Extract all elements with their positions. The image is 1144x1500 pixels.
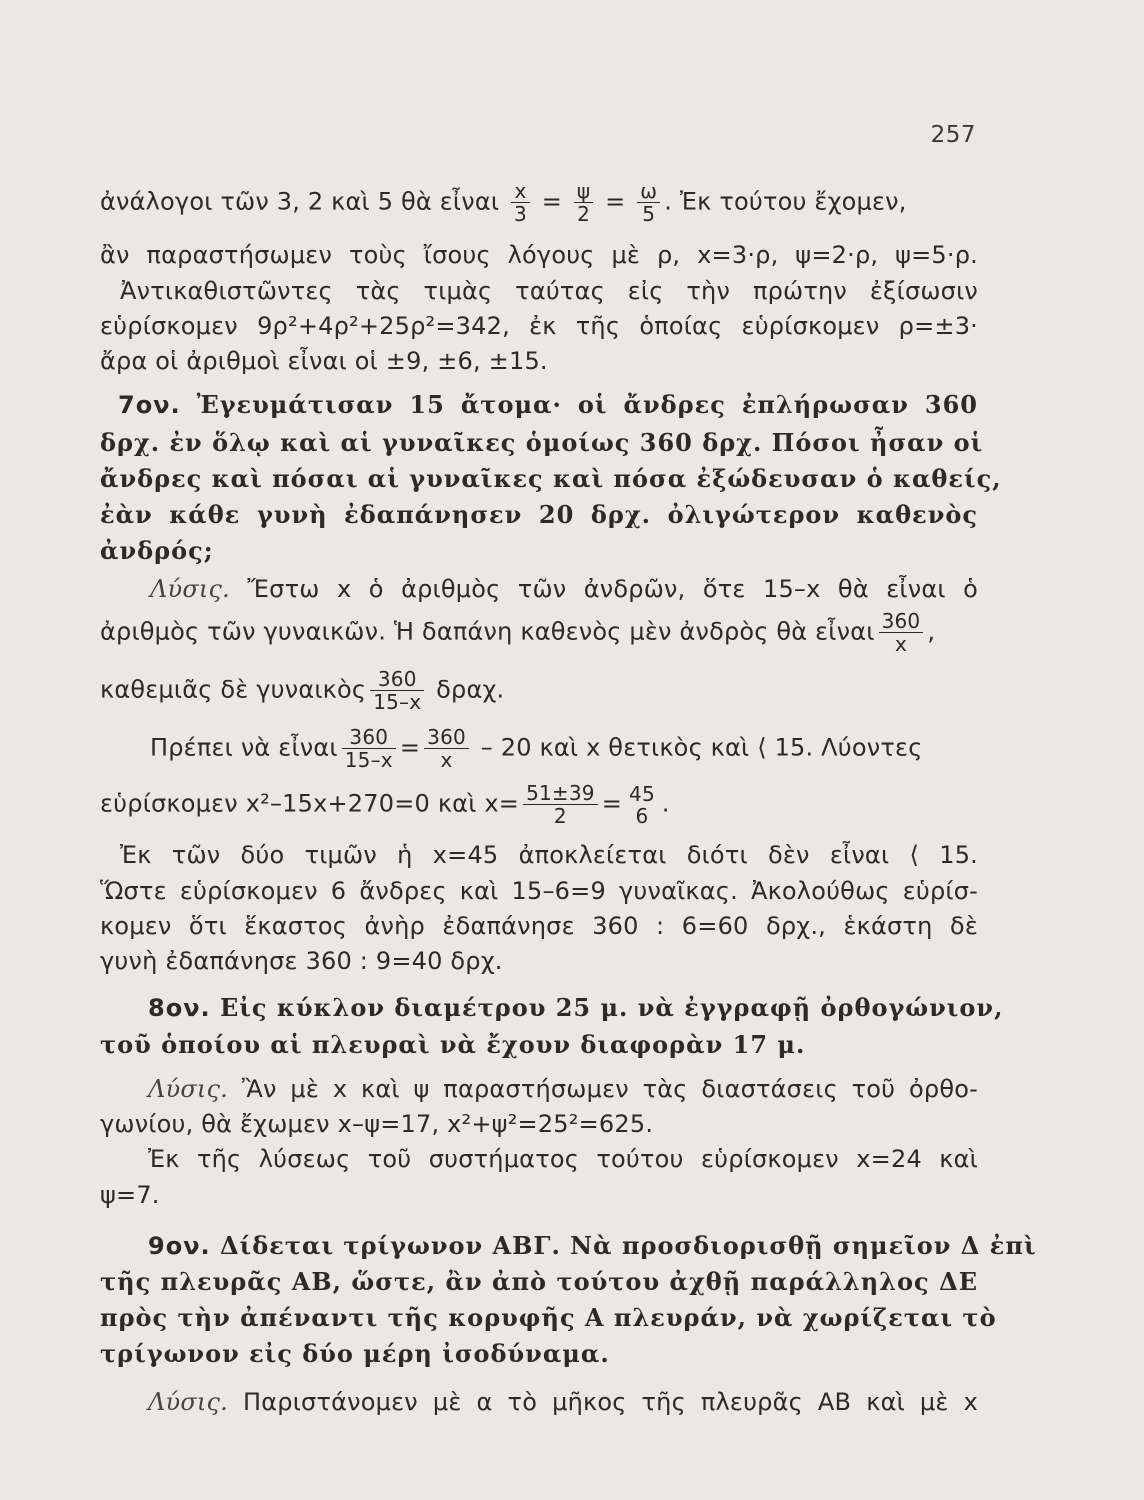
text-line: Ἀντικαθιστῶντες τὰς τιμὰς ταύτας εἰς τὴν πρώτην ἐξίσωσιν — [120, 277, 978, 305]
solution-line: Ἐκ τῆς λύσεως τοῦ συστήματος τούτου εὑρίσκομεν x=24 καὶ — [148, 1145, 978, 1173]
solution-line: γυνὴ ἐδαπάνησε 360 : 9=40 δρχ. — [100, 947, 503, 975]
fraction: $\frac{360}{x}$ — [879, 610, 924, 655]
solution-line: κομεν ὅτι ἕκαστος ἀνὴρ ἐδαπάνησε 360 : 6=60 δρχ., ἑκάστη δὲ — [100, 912, 978, 940]
problem-8-line: τοῦ ὁποίου αἱ πλευραὶ νὰ ἔχουν διαφορὰν 17 μ. — [100, 1030, 806, 1059]
problem-8-heading: 8ον. Εἰς κύκλον διαμέτρου 25 μ. νὰ ἐγγραφῇ ὀρθογώνιον, — [148, 993, 1004, 1022]
fraction: $\frac{x}{3}$ — [511, 180, 530, 225]
fraction: $\frac{360}{x}$ — [424, 726, 469, 771]
solution-line: καθεμιᾶς δὲ γυναικὸς $\frac{360}{15-x}$ δραχ. — [100, 667, 505, 714]
fraction: $\frac{360}{15-x}$ — [370, 668, 424, 713]
fraction: $\frac{51\pm 39}{2}$ — [523, 782, 598, 827]
problem-7-heading: 7ον. Ἐγευμάτισαν 15 ἄτομα· οἱ ἄνδρες ἐπλήρωσαν 360 — [118, 390, 979, 419]
solution-line: ψ=7. — [100, 1181, 160, 1209]
problem-7-line: ἄνδρες καὶ πόσαι αἱ γυναῖκες καὶ πόσα ἐξώδευσαν ὁ καθείς, — [100, 464, 1002, 493]
page-number: 257 — [930, 122, 976, 148]
solution-line: γωνίου, θὰ ἔχωμεν x–ψ=17, x²+ψ²=25²=625. — [100, 1110, 654, 1138]
solution-label: Λύσις. — [150, 575, 230, 603]
fraction: $\frac{\omega}{5}$ — [637, 180, 660, 225]
problem-9-heading: 9ον. Δίδεται τρίγωνον ΑΒΓ. Νὰ προσδιορισθῇ σημεῖον Δ ἐπὶ — [148, 1231, 1037, 1260]
text-line: ἄρα οἱ ἀριθμοὶ εἶναι οἱ ±9, ±6, ±15. — [100, 347, 548, 375]
problem-9-line: τρίγωνον εἰς δύο μέρη ἰσοδύναμα. — [100, 1339, 610, 1368]
solution-line: Λύσις. Ἔστω x ὁ ἀριθμὸς τῶν ἀνδρῶν, ὅτε 15–x θὰ εἶναι ὁ — [150, 575, 978, 603]
solution-line: Λύσις. Παριστάνομεν μὲ α τὸ μῆκος τῆς πλευρᾶς ΑΒ καὶ μὲ x — [148, 1388, 978, 1416]
solution-label: Λύσις. — [148, 1075, 228, 1103]
problem-7-line: ἀνδρός; — [100, 536, 214, 565]
solution-label: Λύσις. — [148, 1388, 228, 1416]
text-line: εὑρίσκομεν 9ρ²+4ρ²+25ρ²=342, ἐκ τῆς ὁποίας εὑρίσκομεν ρ=±3· — [100, 312, 978, 340]
solution-line: Ὥστε εὑρίσκομεν 6 ἄνδρες καὶ 15–6=9 γυναῖκας. Ἀκολούθως εὑρίσ- — [100, 877, 978, 905]
fraction: $\frac{360}{15-x}$ — [342, 726, 396, 771]
problem-9-line: τῆς πλευρᾶς ΑΒ, ὥστε, ἂν ἀπὸ τούτου ἀχθῇ παράλληλος ΔΕ — [100, 1267, 978, 1296]
solution-line: Ἐκ τῶν δύο τιμῶν ἡ x=45 ἀποκλείεται διότι δὲν εἶναι ⟨ 15. — [120, 841, 978, 869]
text-line: ἀνάλογοι τῶν 3, 2 καὶ 5 θὰ εἶναι $\frac{x}{3}$ = $\frac{\psi}{2}$ = $\frac{\omega}{5}$ . Ἐκ τούτου ἔχομεν, — [100, 179, 907, 226]
problem-9-line: πρὸς τὴν ἀπέναντι τῆς κορυφῆς Α πλευράν, νὰ χωρίζεται τὸ — [100, 1303, 997, 1332]
solution-line: εὑρίσκομεν x²–15x+270=0 καὶ x= $\frac{51\pm 39}{2}$ = 45 6 . — [100, 781, 670, 828]
solution-line: Πρέπει νὰ εἶναι $\frac{360}{15-x}$ = $\frac{360}{x}$ – 20 καὶ x θετικὸς καὶ ⟨ 15. Λύοντες — [150, 725, 923, 772]
fraction: $\frac{\psi}{2}$ — [574, 180, 593, 225]
solution-line: ἀριθμὸς τῶν γυναικῶν. Ἡ δαπάνη καθενὸς μὲν ἀνδρὸς θὰ εἶναι $\frac{360}{x}$ , — [100, 609, 936, 656]
fraction: 45 6 — [629, 781, 655, 828]
solution-line: Λύσις. Ἂν μὲ x καὶ ψ παραστήσωμεν τὰς διαστάσεις τοῦ ὀρθο- — [148, 1075, 978, 1103]
problem-7-line: δρχ. ἐν ὅλῳ καὶ αἱ γυναῖκες ὁμοίως 360 δρχ. Πόσοι ἦσαν οἱ — [100, 428, 984, 457]
text-line: ἂν παραστήσωμεν τοὺς ἴσους λόγους μὲ ρ, x=3·ρ, ψ=2·ρ, ψ=5·ρ. — [100, 241, 978, 269]
problem-7-line: ἐὰν κάθε γυνὴ ἐδαπάνησεν 20 δρχ. ὀλιγώτερον καθενὸς — [100, 500, 978, 529]
